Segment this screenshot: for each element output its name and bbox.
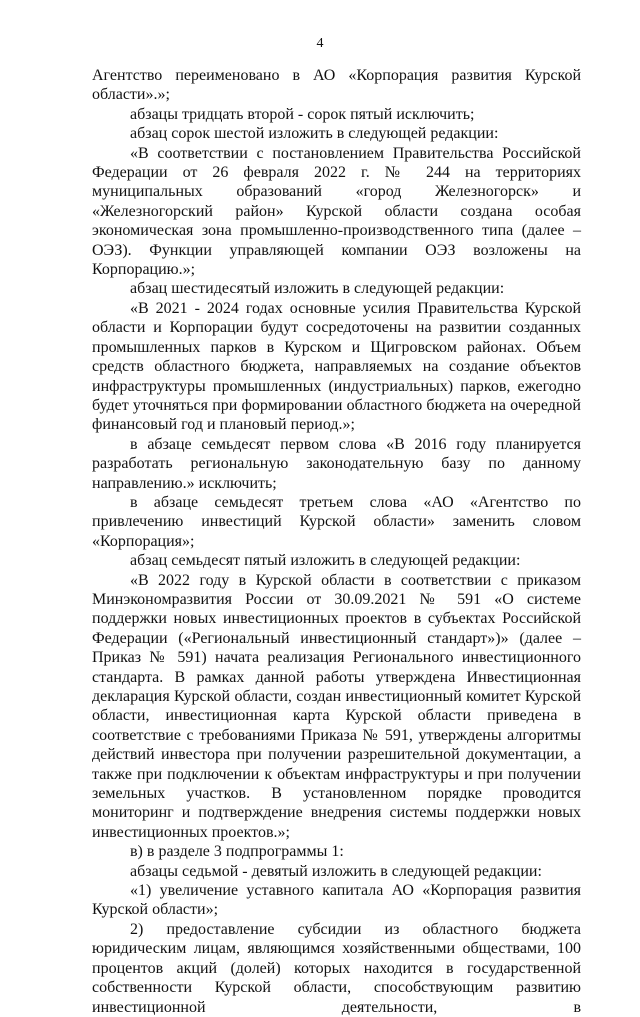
paragraph: абзацы тридцать второй - сорок пятый исключить; — [130, 105, 475, 123]
paragraph: «1) увеличение уставного капитала АО «Корпорация развития Курской области»; — [92, 882, 581, 919]
paragraph: «В 2022 году в Курской области в соответствии с приказом Минэкономразвития России от 30.09.2021 № 591 «О системе поддержки новых инвестиционных проектов в субъектах Российской Федерации («Региональный инвестиционный стандарт»)» (далее – Приказ № 591) начата реализация Регионального инвестиционного стандарта. В рамках данной работы утверждена Инвестиционная декларация Курской области, создан инвестиционный комитет Курской области, инвестиционная карта Курской области приведена в соответствие с требованиями Приказа № 591, утверждены алгоритмы действий инвестора при получении разрешительной документации, а также при подключении к объектам инфраструктуры и при получении земельных участков. В установленном порядке проводится мониторинг и подтверждение внедрения системы поддержки новых инвестиционных проектов.»; — [92, 571, 581, 841]
paragraph: абзац шестидесятый изложить в следующей редакции: — [130, 280, 505, 298]
paragraph: в) в разделе 3 подпрограммы 1: — [130, 843, 344, 861]
paragraph: в абзаце семьдесят третьем слова «АО «Агентство по привлечению инвестиций Курской области» заменить словом «Корпорация»; — [92, 493, 581, 550]
paragraph: абзацы седьмой - девятый изложить в следующей редакции: — [130, 862, 542, 880]
paragraph: абзац сорок шестой изложить в следующей редакции: — [130, 125, 499, 143]
paragraph: в абзаце семьдесят первом слова «В 2016 году планируется разработать региональную законодательную базу по данному направлению.» исключить; — [92, 435, 581, 492]
document-body — [92, 66, 581, 1017]
paragraph: 2) предоставление субсидии из областного бюджета юридическим лицам, являющимся хозяйственными обществами, 100 процентов акций (долей) которых находится в государственной собственности Курской области, способствующим развитию инвестиционной деятельности, в — [92, 920, 581, 1016]
paragraph: абзац семьдесят пятый изложить в следующей редакции: — [130, 552, 521, 570]
paragraph: «В 2021 - 2024 годах основные усилия Правительства Курской области и Корпорации будут сосредоточены на развитии созданных промышленных парков в Курском и Щигровском районах. Объем средств областного бюджета, направляемых на создание объектов инфраструктуры промышленных (индустриальных) парков, ежегодно будет уточняться при формировании областного бюджета на очередной финансовый год и плановый период.»; — [92, 299, 581, 434]
page-number: 4 — [316, 36, 324, 51]
paragraph: Агентство переименовано в АО «Корпорация развития Курской области».»; — [92, 67, 581, 104]
paragraph: «В соответствии с постановлением Правительства Российской Федерации от 26 февраля 2022 г. № 244 на территориях муниципальных образований «город Железногорск» и «Железногорский район» Курской области создана особая экономическая зона промышленно-производственного типа (далее – ОЭЗ). Функции управляющей компании ОЭЗ возложены на Корпорацию.»; — [92, 144, 581, 279]
